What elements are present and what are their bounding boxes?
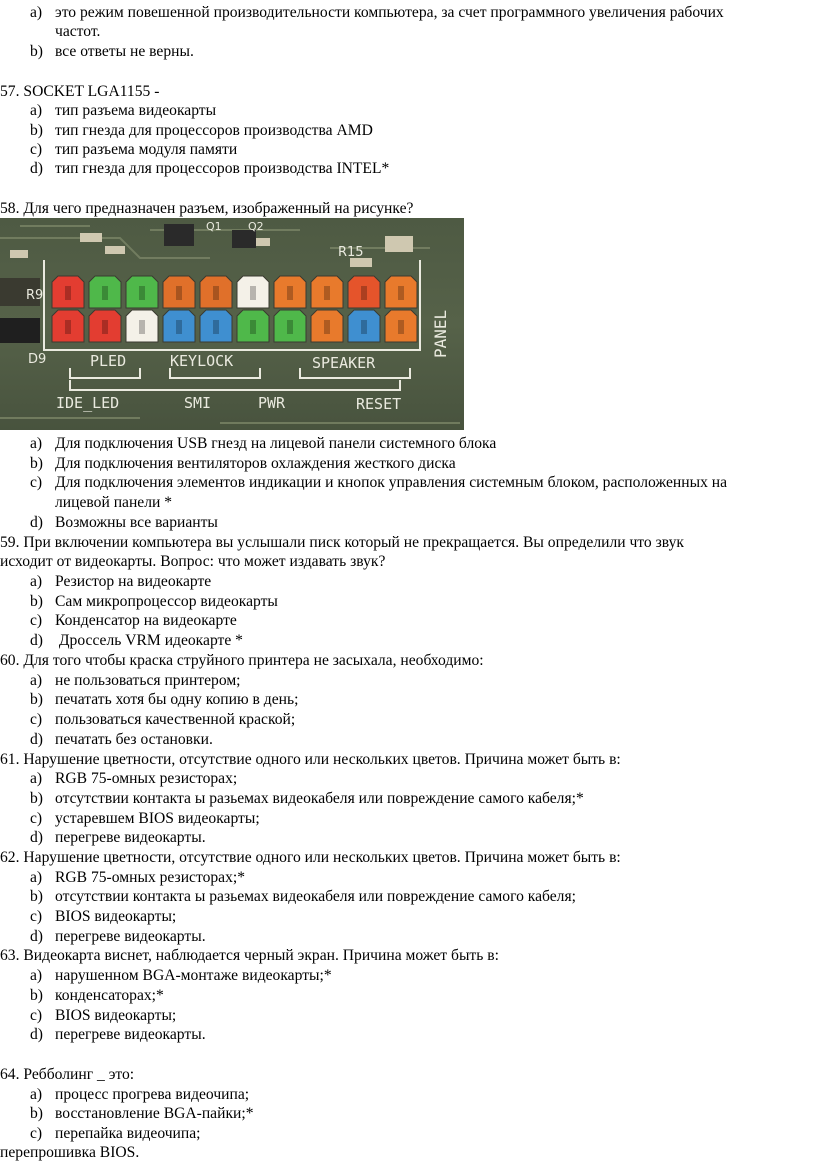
jumper-pin-hole [398,286,404,300]
jumper-pin-hole [250,320,256,334]
question-62-title: 62. Нарушение цветности, отсутствие одного или нескольких цветов. Причина может быть в: [0,849,621,866]
option-text: тип разъема видеокарты [55,102,217,119]
jumper-pin-hole [176,320,182,334]
pin-label: SMI [184,394,212,412]
option-letter: c) [30,1007,43,1024]
option-text: Для подключения вентиляторов охлаждения жесткого диска [55,455,456,472]
option-text: RGB 75-омных резисторах; [55,770,238,787]
option-text: не пользоваться принтером; [55,672,241,689]
option-letter: c) [30,141,43,158]
option-letter: a) [30,967,43,984]
question-63-title: 63. Видеокарта виснет, наблюдается черный экран. Причина может быть в: [0,947,499,964]
question-59-title-continuation: исходит от видеокарты. Вопрос: что может издавать звук? [0,553,386,570]
pin-label: RESET [356,395,402,413]
option-letter: c) [30,711,43,728]
question-61-title: 61. Нарушение цветности, отсутствие одного или нескольких цветов. Причина может быть в: [0,751,621,768]
pin-label: SPEAKER [312,354,376,372]
option-text: перепайка видеочипа; [55,1125,201,1142]
pin-label: PLED [90,352,127,370]
silkscreen-mark: Q1 [206,220,222,233]
option-text: тип гнезда для процессоров производства AMD [55,122,373,139]
question-58-title: 58. Для чего предназначен разъем, изображенный на рисунке? [0,200,414,217]
option-text: это режим повешенной производительности компьютера, за счет программного увеличения рабочих [55,4,724,21]
jumper-pin-hole [102,320,108,334]
question-59-title: 59. При включении компьютера вы услышали писк который не прекращается. Вы определили что звук [0,534,684,551]
option-text: BIOS видеокарты; [55,908,177,925]
jumper-pin-hole [324,286,330,300]
jumper-pin-hole [102,286,108,300]
silkscreen-mark: R15 [338,245,364,260]
option-letter: b) [30,122,43,139]
option-letter: d) [30,928,43,945]
option-text: Для подключения USB гнезд на лицевой панели системного блока [55,435,497,452]
option-text: нарушенном BGA-монтаже видеокарты;* [55,967,332,984]
option-text: конденсаторах;* [55,987,164,1004]
jumper-pin-hole [361,286,367,300]
option-letter: c) [30,810,43,827]
option-text-continuation: лицевой панели * [55,494,173,511]
jumper-pin-hole [361,320,367,334]
jumper-pin-hole [65,320,71,334]
jumper-pin-hole [139,286,145,300]
pin-label: KEYLOCK [170,352,234,370]
option-text: пользоваться качественной краской; [55,711,296,728]
option-text: печатать хотя бы одну копию в день; [55,691,299,708]
front-panel-connector-photo [0,218,464,430]
jumper-pin-hole [287,320,293,334]
option-letter: a) [30,573,43,590]
option-letter: b) [30,455,43,472]
option-text: перегреве видеокарты. [55,928,206,945]
option-text: Резистор на видеокарте [55,573,212,590]
option-letter: a) [30,102,43,119]
option-text: тип разъема модуля памяти [55,141,238,158]
option-letter: d) [30,1026,43,1043]
option-letter: d) [30,160,43,177]
jumper-pin-hole [213,286,219,300]
option-letter: a) [30,869,43,886]
option-letter: c) [30,1125,43,1142]
option-letter: a) [30,435,43,452]
jumper-pin-hole [139,320,145,334]
option-letter: c) [30,908,43,925]
option-text-continuation: частот. [55,23,101,40]
pin-label: IDE_LED [56,394,120,412]
option-letter: d) [30,731,43,748]
option-letter: b) [30,987,43,1004]
silkscreen-mark: R9 [26,288,44,303]
option-text: тип гнезда для процессоров производства INTEL* [55,160,390,177]
panel-label: PANEL [431,309,450,358]
option-letter: a) [30,672,43,689]
jumper-pin-hole [398,320,404,334]
jumper-pin-hole [65,286,71,300]
option-text: печатать без остановки. [55,731,213,748]
pin-label: PWR [258,394,286,412]
option-letter: b) [30,691,43,708]
option-letter: d) [30,632,43,649]
option-text: отсутствии контакта ы разьемах видеокабеля или повреждение самого кабеля;* [55,790,584,807]
option-text: RGB 75-омных резисторах;* [55,869,246,886]
option-letter: d) [30,514,43,531]
option-text: перегреве видеокарты. [55,1026,206,1043]
option-text: Сам микропроцессор видеокарты [55,593,278,610]
jumper-pin-hole [176,286,182,300]
silkscreen-mark: D9 [28,352,47,367]
jumper-pin-hole [250,286,256,300]
option-letter: d) [30,829,43,846]
option-letter: a) [30,770,43,787]
option-letter: b) [30,43,43,60]
option-text: Для подключения элементов индикации и кнопок управления системным блоком, расположенных на [55,474,728,491]
option-letter: b) [30,790,43,807]
option-letter: b) [30,1105,43,1122]
option-letter: c) [30,474,43,491]
option-letter: b) [30,593,43,610]
jumper-pin-hole [324,320,330,334]
option-letter: c) [30,612,43,629]
question-64-title: 64. Ребболинг _ это: [0,1066,135,1083]
question-57-title: 57. SOCKET LGA1155 - [0,83,160,100]
jumper-pin-hole [213,320,219,334]
question-60-title: 60. Для того чтобы краска струйного принтера не засыхала, необходимо: [0,652,484,669]
option-text: устаревшем BIOS видеокарты; [55,810,260,827]
option-text: все ответы не верны. [55,43,194,60]
option-letter: b) [30,888,43,905]
jumper-pin-hole [287,286,293,300]
option-letter: a) [30,1086,43,1103]
option-text: BIOS видеокарты; [55,1007,177,1024]
option-text: процесс прогрева видеочипа; [55,1086,250,1103]
option-text: Дроссель VRM идеокарте * [55,632,243,649]
q64-trailing-text: перепрошивка BIOS. [0,1144,140,1161]
option-text: восстановление BGA-пайки;* [55,1105,254,1122]
option-letter: a) [30,4,43,21]
option-text: отсутствии контакта ы разьемах видеокабеля или повреждение самого кабеля; [55,888,576,905]
option-text: перегреве видеокарты. [55,829,206,846]
option-text: Возможны все варианты [55,514,218,531]
silkscreen-mark: Q2 [248,220,264,233]
option-text: Конденсатор на видеокарте [55,612,237,629]
